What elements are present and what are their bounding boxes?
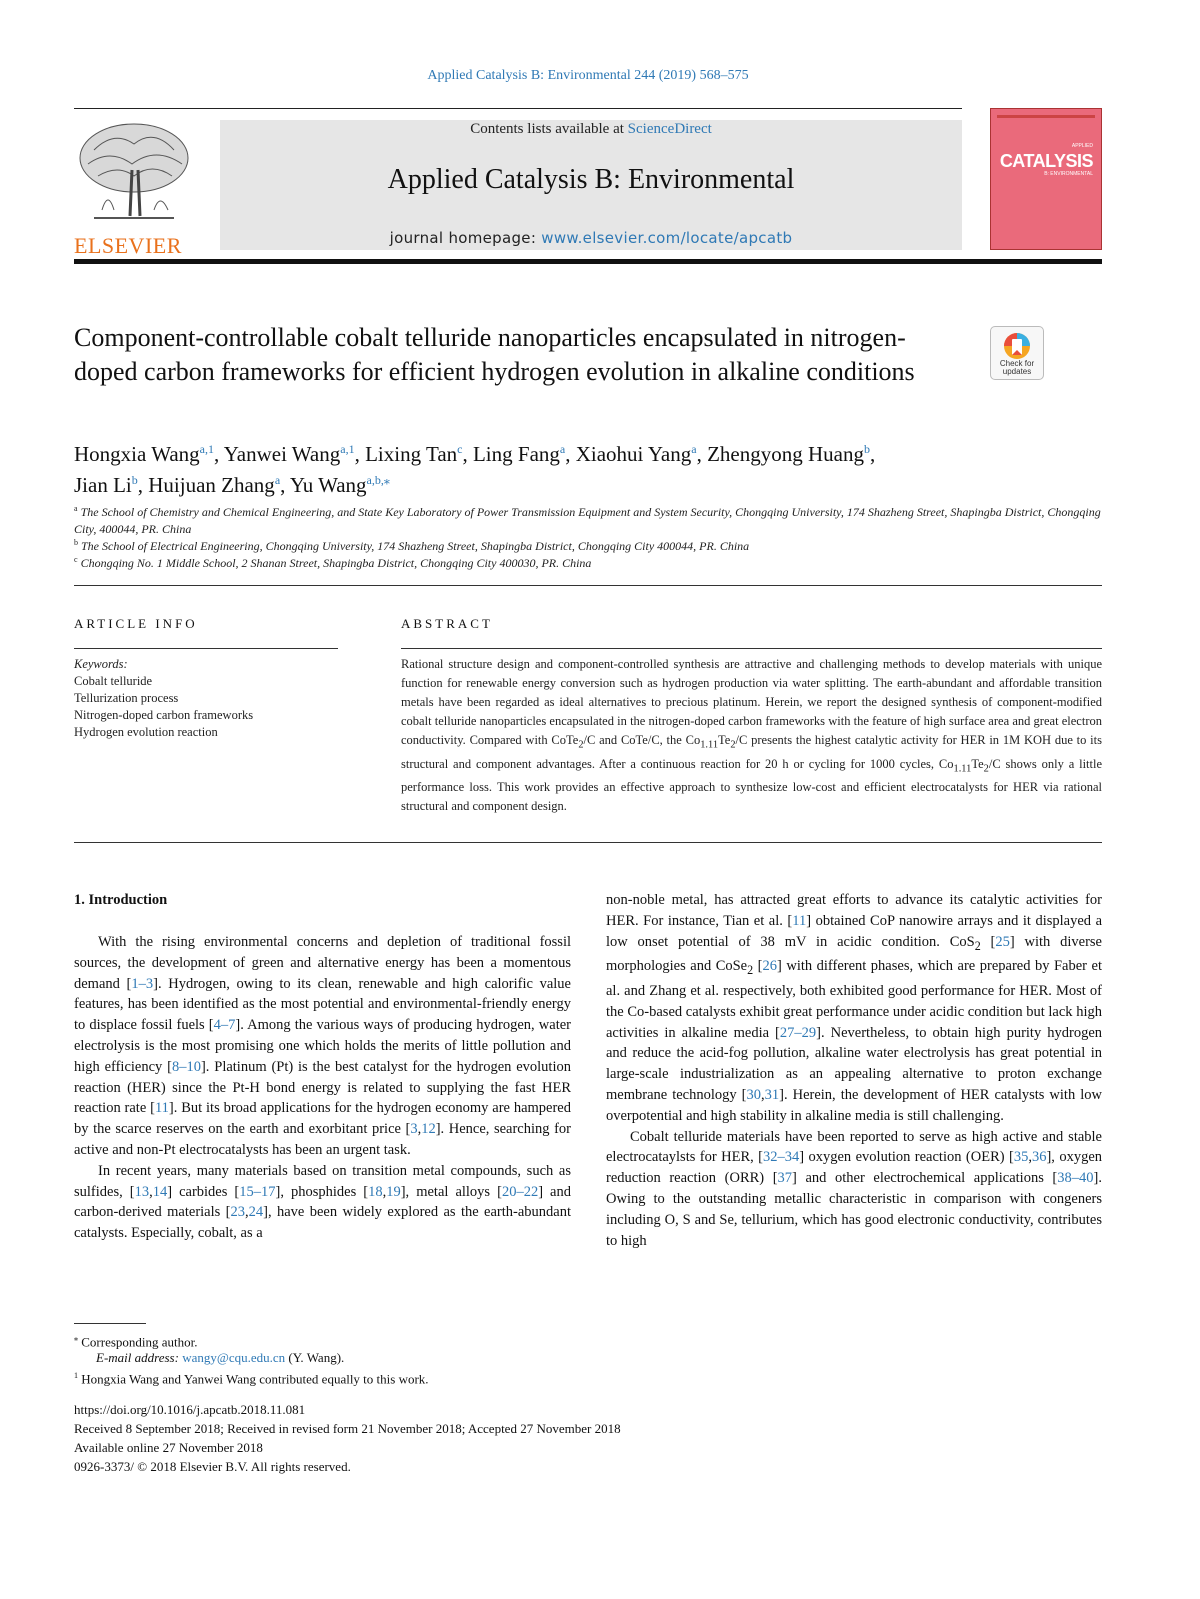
author[interactable] [224,442,355,466]
footnote-email [96,1349,344,1367]
cover-top-label: APPLIED [1071,143,1093,149]
author-affiliation-marker: a,1 [199,442,214,456]
author-affiliation-marker: a,1 [340,442,355,456]
journal-banner [220,120,962,250]
available-online: Available online 27 November 2018 [74,1440,263,1455]
elsevier-logo[interactable] [74,120,194,258]
copyright: 0926-3373/ © 2018 Elsevier B.V. All rights reserved. [74,1459,351,1474]
received-dates: Received 8 September 2018; Received in revised form 21 November 2018; Accepted 27 November 2018 [74,1421,621,1436]
article-title: Component-controllable cobalt telluride nanoparticles encapsulated in nitrogen-doped carbon frameworks for efficient hydrogen evolution in alkaline conditions [74,323,915,386]
article-info-heading: ARTICLE INFO [74,616,198,631]
author-affiliation-marker: a,b,⁎ [366,473,390,487]
affiliation-marker: c [74,555,78,564]
doi-link[interactable]: https://doi.org/10.1016/j.apcatb.2018.11.081 [74,1402,306,1417]
cover-subtitle: B: ENVIRONMENTAL [1044,171,1093,177]
email-suffix: (Y. Wang). [285,1350,345,1365]
author-affiliation-marker: b [131,473,138,487]
email-link[interactable]: wangy@cqu.edu.cn [182,1350,286,1365]
body-paragraph: non-noble metal, has attracted great efforts to advance its catalytic activities for HER. For instance, Tian et al. [11] obtained CoP nanowire arrays and it displayed a low onset potential of 38 mV in acidic condition. CoS$_2$ [25] with diverse morphologies and CoSe$_2$ [26] with different phases, which are prepared by Faber et al. and Zhang et al. respectively, both exhibited good performance for HER. Most of the Co-based catalysts exhibit great performance under acidic condition but lack high activities in alkaline media [27–29]. Nevertheless, to obtain high purity hydrogen and reduce the acid-fog pollution, alkaline water electrolysis has great potential in large-scale industrialization as an appealing alternative to proton exchange membrane technology [30,31]. Herein, the development of HER catalysts with low overpotential and high stability in alkaline media is still challenging. [606,892,1103,1124]
body-paragraph: Cobalt telluride materials have been reported to serve as high active and stable electrocataylsts for HER, [32–34] oxygen evolution reaction (OER) [35,36], oxygen reduction reaction (ORR) [37] and other electrochemical applications [38–40]. Owing to the outstanding metallic characteristic in comparison with congeners including O, S and Se, tellurium, which has good electronic conductivity, contributes to high [606,1128,1103,1249]
keyword: Cobalt telluride [74,674,153,688]
contents-line [220,121,962,138]
homepage-link[interactable]: www.elsevier.com/locate/apcatb [541,229,793,247]
affiliation-text: The School of Chemistry and Chemical Engineering, and State Key Laboratory of Power Transmission Equipment and System Security, Chongqing University, 174 Shazheng Street, Shapingba District, Chongqing City, 400044, PR. China [74,505,1101,536]
affiliation-text: The School of Electrical Engineering, Chongqing University, 174 Shazheng Street, Shapingba District, Chongqing City 400044, PR. China [81,539,750,553]
author-name: Zhengyong Huang [707,442,864,466]
check-label: Check for updates [999,359,1035,376]
author-name: Yu Wang [289,473,367,497]
author-affiliation-marker: b [863,442,870,456]
keyword: Nitrogen-doped carbon frameworks [74,708,254,722]
keyword: Tellurization process [74,691,179,705]
author-list: Hongxia Wang$^{a,1}$, Yanwei Wang$^{a,1}$, Lixing Tan$^c$, Ling Fang$^a$, Xiaohui Yang$^a$, Zhengyong Huang$^b$, Jian Li$^b$, Huijuan Zhang$^a$, Yu Wang$^{a,b,⁎}$ [74,442,876,497]
affiliation-text: Chongqing No. 1 Middle School, 2 Shanan Street, Shapingba District, Chongqing City 400030, PR. China [80,556,592,570]
keywords-block [74,656,344,741]
author-name: Lixing Tan [365,442,458,466]
author-name: Huijuan Zhang [148,473,275,497]
publisher-name: ELSEVIER [74,233,182,258]
author-name: Yanwei Wang [223,442,341,466]
affiliation-marker: b [74,538,78,547]
footnote-marker: 1 [74,1371,78,1380]
keyword: Hydrogen evolution reaction [74,725,218,739]
author[interactable] [74,473,138,497]
footnote-rule [74,1323,146,1324]
footnote-equal-contribution [74,1367,429,1388]
journal-title: Applied Catalysis B: Environmental [387,164,795,195]
header-rule [74,108,962,109]
affiliation-a [74,500,1102,538]
abstract-text: Rational structure design and component-controlled synthesis are attractive and challenging methods to develop materials with unique function for renewable energy conversion such as hydrogen production via water splitting. The earth-abundant and affordable transition metals have been regarded as ideal alternatives to precious platinum. Herein, we report the designed synthesis of component-modified cobalt telluride nanoparticles encapsulated in the nitrogen-doped carbon frameworks with the feature of high surface area and great electron conductivity. Compared with CoTe$_2$/C and CoTe/C, the $Co_{1.11}Te_2/C$ presents the highest catalytic activity for HER in 1M KOH due to its structural and component advantages. After a continuous reaction for 20 h or cycling for 1000 cycles, $Co_{1.11}Te_2/C$ shows only a little performance loss. This work provides an effective approach to synthesize low-cost and efficient electrocatalysts for HER via rational structural and component design. [401,657,1103,813]
homepage-prefix: journal homepage: [389,229,542,247]
author-affiliation-marker: c [457,442,463,456]
body-paragraph: With the rising environmental concerns and depletion of traditional fossil sources, the development of green and alternative energy has been a momentous demand [1–3]. Hydrogen, owing to its clean, renewable and high calorific value features, has been identified as the most potential and environmental-friendly energy to displace fossil fuels [4–7]. Among the various ways of producing hydrogen, water electrolysis is the most promising one which holds the merits of little pollution and high efficiency [8–10]. Platinum (Pt) is the best catalyst for the hydrogen evolution reaction (HER) since the Pt-H bond energy is related to supplying the fast HER reaction rate [11]. But its broad applications for the hydrogen economy are hampered by the scarce reserves on the earth and exorbitant price [3,12]. Hence, searching for active and non-Pt electrocatalysts has been an urgent task. [74,934,571,1158]
author-affiliation-marker: a [274,473,281,487]
author-affiliation-marker: a [691,442,697,456]
journal-citation[interactable]: Applied Catalysis B: Environmental 244 (2019) 568–575 [427,68,749,83]
article-info-rule [74,648,338,649]
header-thick-rule [74,259,1102,264]
footnote-marker: ⁎ [74,1334,78,1343]
cover-title: CATALYSIS [999,151,1093,171]
abstract-heading: ABSTRACT [401,616,493,631]
contents-prefix: Contents lists available at [470,121,628,137]
section-heading-introduction: 1. Introduction [74,892,168,908]
elsevier-tree-icon [74,120,194,226]
journal-cover[interactable] [990,108,1102,250]
crossmark-icon [991,329,1043,363]
author[interactable] [576,442,697,466]
sciencedirect-link[interactable]: ScienceDirect [627,121,712,137]
footnote-text: Hongxia Wang and Yanwei Wang contributed equally to this work. [81,1371,429,1387]
author-name: Hongxia Wang [74,442,200,466]
abstract-bottom-rule [74,842,1102,843]
author-name: Jian Li [74,473,132,497]
author[interactable] [473,442,565,466]
author-name: Xiaohui Yang [575,442,692,466]
body-right-column [606,890,1102,1251]
body-left-column [74,932,571,1244]
author-name: Ling Fang [472,442,560,466]
author[interactable] [74,442,214,466]
author[interactable] [365,442,462,466]
author-affiliation-marker: a [559,442,566,456]
email-label: E-mail address: [96,1350,183,1365]
affiliation-rule [74,585,1102,586]
author[interactable] [290,473,390,497]
check-for-updates-button[interactable] [990,326,1044,380]
author[interactable] [148,473,280,497]
journal-homepage [220,229,962,247]
body-paragraph: In recent years, many materials based on transition metal compounds, such as sulfides, [13,14] carbides [15–17], phosphides [18,19], metal alloys [20–22] and carbon-derived materials [23,24], have been widely explored as the earth-abundant catalysts. Especially, cobalt, as a [74,1162,572,1242]
author[interactable] [707,442,870,466]
keywords-label: Keywords: [74,657,128,671]
footnote-text: Corresponding author. [81,1334,198,1350]
abstract-rule [401,648,1102,649]
cover-band [997,115,1095,118]
affiliation-c [74,551,1102,572]
affiliation-marker: a [74,504,78,513]
